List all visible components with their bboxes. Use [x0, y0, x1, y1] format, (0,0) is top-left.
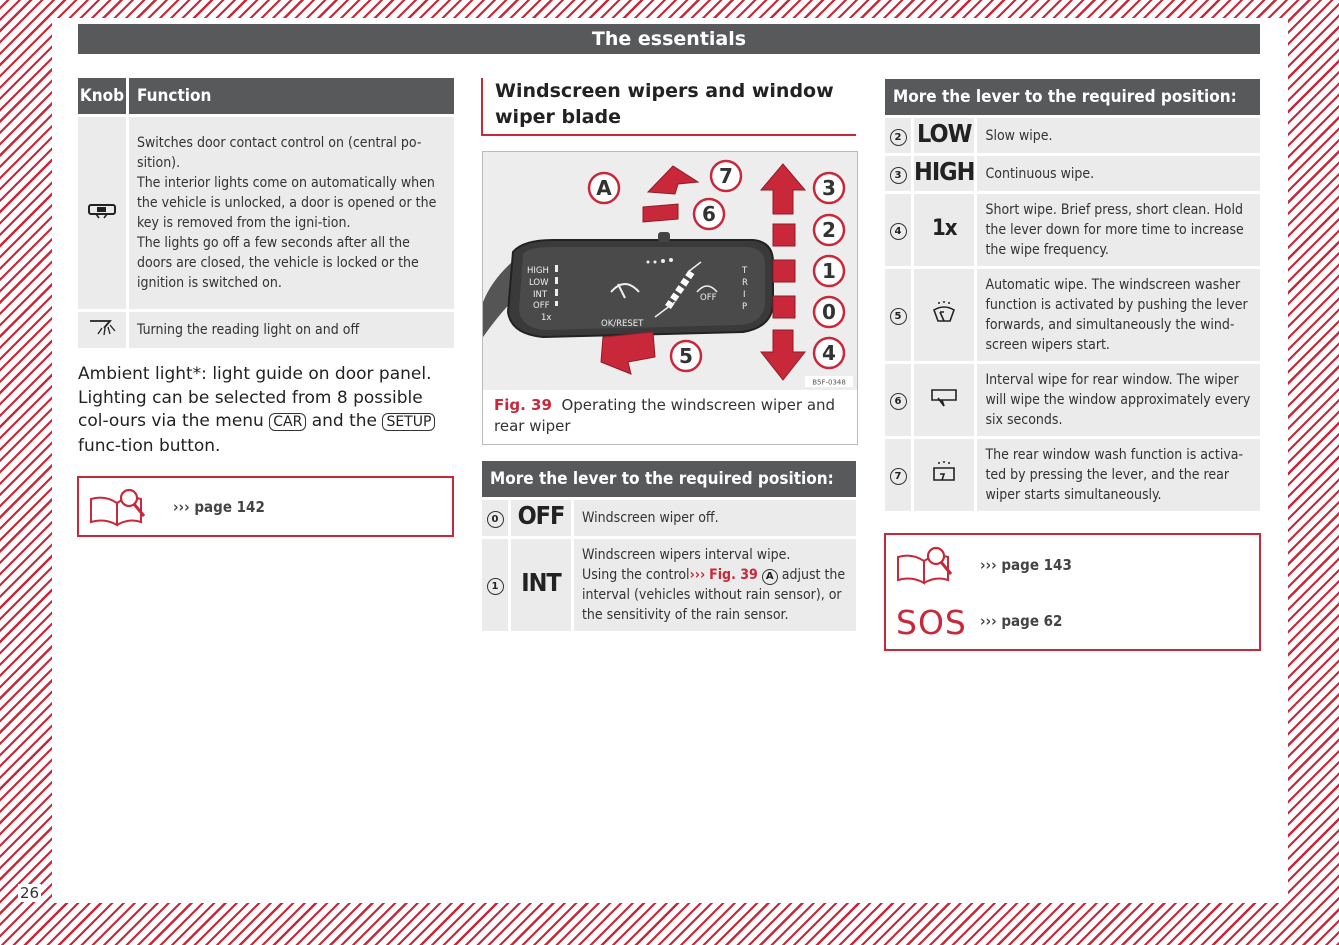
lever-label-reset: OK/RESET [601, 319, 644, 329]
ambient-light-paragraph [78, 363, 454, 458]
knob-function-text: Turning the reading light on and off [129, 312, 454, 348]
page-reference-link[interactable] [980, 556, 1072, 574]
position-number: 6 [890, 393, 907, 410]
position-number: 5 [890, 308, 907, 325]
fig-label-5: 5 [679, 344, 693, 368]
table-row [482, 539, 856, 631]
desc-after: adjust the interval (vehicles without rain sensor), or the sensitivity of the rain sensor. [582, 567, 846, 623]
lever-label-off2: OFF [700, 293, 717, 303]
lever-label-1x: 1x [541, 313, 552, 323]
fig-label-3: 3 [822, 176, 836, 200]
position-number-cell [885, 194, 914, 266]
position-number-cell [482, 539, 511, 631]
knob-header: Knob [78, 78, 129, 114]
wiper-column [481, 78, 856, 136]
position-description: Windscreen wiper off. [574, 500, 856, 536]
position-number: 2 [890, 129, 907, 146]
position-symbol: OFF [517, 501, 565, 530]
table-row [482, 500, 856, 536]
fig-label-0: 0 [822, 300, 836, 324]
table-row [885, 439, 1260, 511]
ref-text: page 143 [1001, 556, 1072, 574]
position-symbol-cell [914, 439, 977, 511]
position-symbol: INT [521, 568, 561, 597]
ambient-text-3: and the [311, 411, 378, 431]
position-number: 3 [890, 167, 907, 184]
lever-table-right-wrap [885, 79, 1260, 514]
table-row [78, 312, 454, 348]
trip-letter: P [742, 302, 748, 312]
fig-label-4: 4 [822, 341, 836, 365]
figure-caption-text: Operating the windscreen wiper and rear wiper [494, 396, 836, 435]
position-number: 4 [890, 223, 907, 240]
wiper-lever-illustration [483, 152, 857, 390]
position-symbol: HIGH [914, 156, 975, 186]
manual-book-icon [87, 485, 151, 529]
position-symbol: 1x [931, 216, 957, 241]
fig-label-6: 6 [702, 202, 716, 226]
table-row [885, 364, 1260, 436]
ref-arrow: ››› [689, 567, 706, 583]
position-number-cell [885, 156, 914, 191]
position-symbol-cell [914, 194, 977, 266]
reference-box-left [77, 476, 454, 537]
reading-light-icon [88, 318, 116, 336]
trip-letter: R [742, 278, 748, 288]
position-description: The rear window wash function is activa-ted by pressing the lever, and the rear wiper starts simultaneously. [977, 439, 1260, 511]
position-description: Short wipe. Brief press, short clean. Hold the lever down for more time to increase the wipe frequency. [977, 194, 1260, 266]
fig-label-2: 2 [822, 218, 836, 242]
position-number-cell [885, 364, 914, 436]
windscreen-washer-icon [931, 300, 957, 324]
table-row [885, 269, 1260, 361]
desc-lead: Windscreen wipers interval wipe. [582, 547, 791, 563]
position-symbol-cell [511, 500, 574, 536]
ref-arrow: ››› [980, 612, 997, 630]
ambient-text-2: Lighting can be selected from 8 possible col-ours via the menu [78, 387, 423, 431]
lever-table-right [885, 76, 1260, 514]
table-row [885, 118, 1260, 153]
trip-letter: T [742, 266, 748, 276]
lever-table-mid [482, 458, 856, 634]
page-header: The essentials [78, 24, 1260, 54]
position-symbol: LOW [917, 118, 972, 148]
position-number-cell [885, 269, 914, 361]
lever-label-low: LOW [529, 278, 549, 288]
ref-arrow: ››› [173, 498, 190, 516]
section-title: Windscreen wipers and window wiper blade [481, 78, 856, 136]
position-symbol-cell [511, 539, 574, 631]
position-symbol-cell [914, 364, 977, 436]
circled-reference: A [762, 569, 778, 585]
car-key: CAR [269, 413, 306, 431]
lever-table-mid-wrap [482, 461, 856, 634]
position-symbol-cell [914, 118, 977, 153]
figure-code: B5F-0348 [812, 378, 846, 387]
position-number: 7 [890, 468, 907, 485]
lever-label-off: OFF [533, 301, 550, 311]
knob-cell [78, 117, 129, 309]
setup-key: SETUP [382, 413, 435, 431]
fig-label-a: A [596, 176, 612, 200]
manual-book-icon [894, 543, 958, 587]
fig-label-7: 7 [719, 164, 733, 188]
ambient-text-4: func-tion button. [78, 435, 221, 456]
figure-label: Fig. 39 [494, 396, 552, 414]
sos-label: SOS [896, 603, 967, 642]
ref-text: page 142 [194, 498, 265, 516]
table-row [78, 117, 454, 309]
trip-letter: I [743, 290, 746, 300]
knob-table [78, 75, 454, 351]
figure-caption [494, 395, 846, 437]
table-row [885, 194, 1260, 266]
knob-cell [78, 312, 129, 348]
position-symbol-cell [914, 269, 977, 361]
lever-table-header: More the lever to the required position: [885, 79, 1260, 115]
lever-table-header: More the lever to the required position: [482, 461, 856, 497]
page-reference-link[interactable] [173, 498, 265, 516]
position-description: Continuous wipe. [977, 156, 1260, 191]
position-symbol-cell [914, 156, 977, 191]
position-description [574, 539, 856, 631]
position-number: 1 [487, 578, 504, 595]
position-number: 0 [487, 511, 504, 528]
position-description: Interval wipe for rear window. The wiper will wipe the window approximately every six seconds. [977, 364, 1260, 436]
page-number: 26 [20, 884, 40, 902]
rear-washer-icon [930, 460, 958, 484]
figure-reference-link[interactable]: Fig. 39 [709, 567, 758, 583]
lever-label-int: INT [533, 290, 548, 300]
page-reference-link[interactable] [980, 612, 1062, 630]
position-description: Slow wipe. [977, 118, 1260, 153]
fig-label-1: 1 [822, 259, 836, 283]
table-row [885, 156, 1260, 191]
position-number-cell [885, 439, 914, 511]
ref-arrow: ››› [980, 556, 997, 574]
function-header: Function [129, 78, 454, 114]
ambient-text-1: Ambient light*: light guide on door panel. [78, 364, 432, 384]
position-number-cell [885, 118, 914, 153]
rear-wiper-icon [930, 386, 958, 408]
knob-function-text: Switches door contact control on (central po-sition). The interior lights come on automatically when the vehicle is unlocked, a door is opened or the key is removed from the igni-tion. The lights go off a few seconds after all the doors are closed, the vehicle is locked or the ignition is switched on. [129, 117, 454, 309]
position-description: Automatic wipe. The windscreen washer function is activated by pushing the lever forwards, and simultaneously the wind-screen wipers start. [977, 269, 1260, 361]
ref-text: page 62 [1001, 612, 1063, 630]
position-number-cell [482, 500, 511, 536]
lever-label-high: HIGH [527, 266, 549, 276]
knob-column [78, 78, 454, 458]
reference-box-right [884, 533, 1261, 651]
figure-39 [482, 151, 858, 445]
desc-before: Using the control [582, 567, 690, 583]
door-contact-icon [87, 200, 117, 220]
